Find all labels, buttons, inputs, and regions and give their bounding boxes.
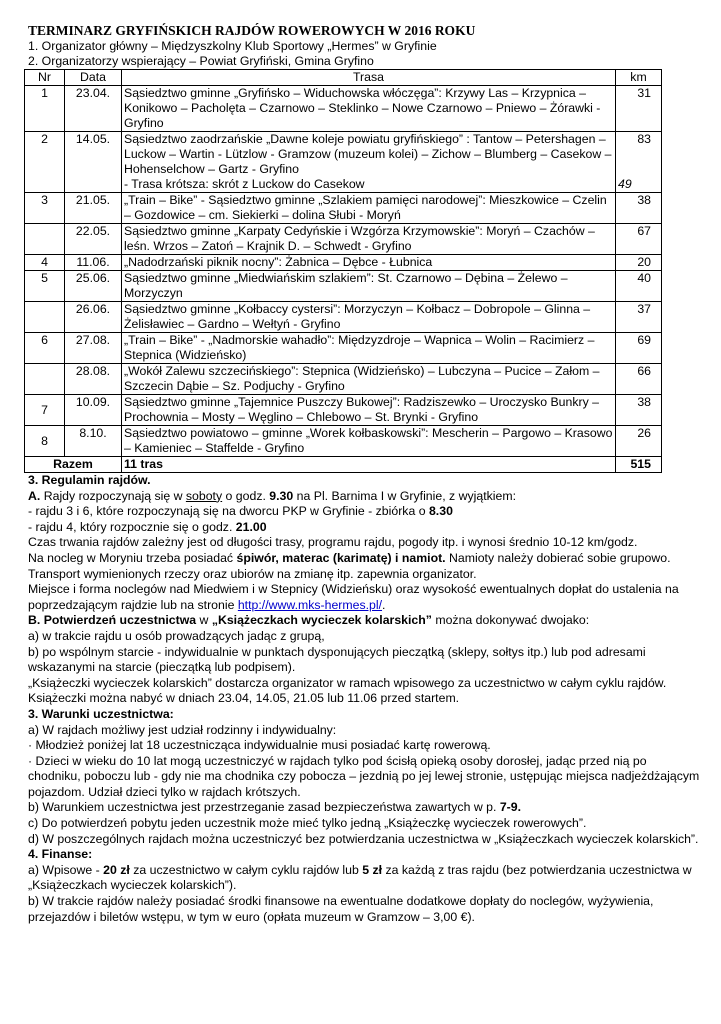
finance-a-text2: za uczestnictwo w całym cyklu rajdów lub: [129, 862, 363, 877]
table-row: [25, 364, 662, 395]
overnight-equipment: śpiwór, materac (karimatę) i namiot.: [236, 550, 446, 565]
para-b-item-b: b) po wspólnym starcie - indywidualnie w punktach dysponujących pieczątką (sklepy, sołtys itp.) lub pod adresami wskazanymi na starcie (pieczątką lub podpisem).: [28, 644, 646, 675]
row-date: 27.08.: [65, 333, 122, 364]
row-route: Sąsiedztwo gminne „Karpaty Cedyńskie i Wzgórza Krzymowskie”: Moryń – Czachów – leśn. Wrzos – Zatoń – Krajnik D. – Schwedt - Gryfino: [122, 224, 616, 255]
conditions-children: · Dzieci w wieku do 10 lat mogą uczestniczyć w rajdach tylko pod ścisłą opieką osoby dorosłej, jadąc przed nią po chodniku, poboczu lub - gdy nie ma chodnika czy pobocza – jezdnią po jej lewej stronie, ustępując miejsca nadjeżdżającym pojazdom. Udział dzieci tylko w rajdach krótszych.: [28, 753, 700, 799]
row-km: 69: [616, 333, 662, 364]
total-km: 515: [616, 457, 662, 473]
row-route: Sąsiedztwo gminne „Gryfińsko – Widuchowska włóczęga”: Krzywy Las – Krzypnica – Konikowo – Pacholęta – Czarnowo – Steklinko – Nowe Czarnowo – Pniewo – Żórawki - Gryfino: [122, 86, 616, 132]
row-km: 38: [616, 395, 662, 426]
row-date: 25.06.: [65, 271, 122, 302]
row-km: [616, 132, 662, 193]
overnight-text1: Na nocleg w Moryniu trzeba posiadać: [28, 550, 237, 565]
conditions-b: [28, 800, 702, 816]
row-date: 28.08.: [65, 364, 122, 395]
row-date: 10.09.: [65, 395, 122, 426]
para-b-heading: [28, 613, 702, 629]
table-row: [25, 426, 662, 457]
table-row: [25, 395, 662, 426]
row-route: Sąsiedztwo powiatowo – gminne „Worek kołbaskowski”: Mescherin – Pargowo – Krasowo – Kamieniec – Staffelde - Gryfino: [122, 426, 616, 457]
table-row: [25, 86, 662, 132]
schedule-table: [24, 69, 662, 473]
para-a-text2: o godz.: [222, 488, 270, 503]
para-b-booklets: „Książeczkach wycieczek kolarskich”: [211, 613, 432, 628]
regulations-text: [28, 473, 702, 925]
header-km: km: [616, 70, 662, 86]
row-km: 66: [616, 364, 662, 395]
km-short-variant: 49: [618, 177, 632, 191]
row-nr: 3: [25, 193, 65, 224]
para-a-exception2-time: 21.00: [235, 519, 267, 534]
page-title: TERMINARZ GRYFIŃSKICH RAJDÓW ROWEROWYCH W 2016 ROKU: [28, 23, 476, 38]
finance-b: b) W trakcie rajdów należy posiadać środki finansowe na ewentualne dodatkowe dopłaty do noclegów, wyżywienia, przejazdów i biletów wstępu, w tym w euro (opłata muzeum w Gramzow – 3,00 €).: [28, 894, 654, 924]
finance-a-fee-full: 20 zł: [103, 862, 130, 877]
row-nr: 4: [25, 255, 65, 271]
row-km: 26: [616, 426, 662, 457]
row-date: 11.06.: [65, 255, 122, 271]
total-label: Razem: [25, 457, 122, 473]
para-a-exception2: - rajdu 4, który rozpocznie się o godz.: [28, 519, 236, 534]
row-nr: [25, 302, 65, 333]
para-b-booklets-info: „Książeczki wycieczek kolarskich” dostarcza organizator w ramach wpisowego za uczestnictwo w całym cyklu rajdów. Książeczki można nabyć w dniach 23.04, 14.05, 21.05 lub 11.06 przed startem.: [28, 675, 667, 706]
conditions-c: c) Do potwierdzeń pobytu jeden uczestnik może mieć tylko jedną „Książeczkę wycieczek rowerowych”.: [28, 816, 587, 831]
document-page: [24, 22, 698, 925]
row-route: Sąsiedztwo gminne „Tajemnice Puszczy Bukowej”: Radziszewko – Uroczysko Bunkry – Prochownia – Mosty – Węglino – Chlebowo – St. Brynki - Gryfino: [122, 395, 616, 426]
row-nr: 2: [25, 132, 65, 193]
table-header-row: [25, 70, 662, 86]
para-b-text: można dokonywać dwojako:: [431, 613, 590, 628]
row-date: 23.04.: [65, 86, 122, 132]
finance-a-text3: za każdą z tras rajdu (bez potwierdzania uczestnictwa w „Książeczkach wycieczek kolarskich”).: [28, 862, 692, 893]
finance-a: [28, 863, 702, 894]
row-km: 20: [616, 255, 662, 271]
row-date: 14.05.: [65, 132, 122, 193]
header-route: Trasa: [122, 70, 616, 86]
header-date: Data: [65, 70, 122, 86]
finance-a-fee-single: 5 zł: [362, 862, 383, 877]
row-route: Sąsiedztwo gminne „Miedwiańskim szlakiem”: St. Czarnowo – Dębina – Żelewo – Morzyczyn: [122, 271, 616, 302]
row-km: 67: [616, 224, 662, 255]
row-route: „Train – Bike” - „Nadmorskie wahadło”: Międzyzdroje – Wapnica – Wolin – Racimierz – Stepnica (Widzieńsko): [122, 333, 616, 364]
para-a-duration: Czas trwania rajdów zależny jest od długości trasy, programu rajdu, pogody itp. i wynosi średnio 10-12 km/godz.: [28, 535, 638, 550]
row-nr: 6: [25, 333, 65, 364]
para-b-in: w: [196, 613, 212, 628]
para-a-saturdays: soboty: [185, 488, 223, 503]
row-route: „Nadodrzański piknik nocny”: Żabnica – Dębce - Łubnica: [122, 255, 616, 271]
total-row: [25, 457, 662, 473]
conditions-d: d) W poszczególnych rajdach można uczestniczyć bez potwierdzania uczestnictwa w „Książeczkach wycieczek kolarskich”.: [28, 831, 699, 846]
row-nr: 1: [25, 86, 65, 132]
row-date: 22.05.: [65, 224, 122, 255]
table-row: [25, 333, 662, 364]
table-row: [25, 302, 662, 333]
row-km: 31: [616, 86, 662, 132]
organizer-main: 1. Organizator główny – Międzyszkolny Klub Sportowy „Hermes” w Gryfinie: [28, 39, 437, 53]
row-km: 40: [616, 271, 662, 302]
para-a-exception1: - rajdu 3 i 6, które rozpoczynają się na dworcu PKP w Gryfinie - zbiórka o: [28, 504, 429, 519]
table-row: [25, 193, 662, 224]
para-a-text3: na Pl. Barnima I w Gryfinie, z wyjątkiem:: [293, 488, 517, 503]
row-route: Sąsiedztwo gminne „Kołbaccy cystersi”: Morzyczyn – Kołbacz – Dobropole – Glinna – Żelisławiec – Gardno – Wełtyń - Gryfino: [122, 302, 616, 333]
row-nr: 7: [25, 395, 65, 426]
row-km: 37: [616, 302, 662, 333]
row-nr: [25, 364, 65, 395]
para-a-label: A.: [28, 488, 41, 503]
para-a-lodging: [28, 582, 702, 613]
row-date: 26.06.: [65, 302, 122, 333]
km-value: 83: [637, 132, 651, 146]
row-nr: [25, 224, 65, 255]
lodging-end: .: [382, 597, 386, 612]
para-a-text1: Rajdy rozpoczynają się w: [40, 488, 186, 503]
conditions-youth: · Młodzież poniżej lat 18 uczestnicząca indywidualnie musi posiadać kartę rowerową.: [28, 738, 491, 753]
row-route: „Wokół Zalewu szczecińskiego”: Stepnica (Widzieńsko) – Lubczyna – Pucice – Załom – Szczecin Dąbie – Sz. Podjuchy - Gryfino: [122, 364, 616, 395]
para-a-overnight: [28, 551, 702, 582]
header-nr: Nr: [25, 70, 65, 86]
conditions-b-points: 7-9.: [499, 800, 522, 815]
organizer-support: 2. Organizatorzy wspierający – Powiat Gryfiński, Gmina Gryfino: [28, 54, 374, 68]
table-row: [25, 132, 662, 193]
finance-a-text1: a) Wpisowe -: [28, 862, 104, 877]
finance-heading: 4. Finanse:: [28, 847, 93, 862]
row-km: 38: [616, 193, 662, 224]
row-date: 21.05.: [65, 193, 122, 224]
row-nr: 8: [25, 426, 65, 457]
row-date: 8.10.: [65, 426, 122, 457]
overnight-text2: Namioty należy dobierać sobie grupowo. Transport wymienionych rzeczy oraz ubiorów na zmianę itp. zapewnia organizator.: [28, 550, 671, 581]
table-row: [25, 271, 662, 302]
para-a-line3: [28, 520, 702, 536]
website-link[interactable]: http://www.mks-hermes.pl/: [237, 597, 383, 612]
regulations-heading: 3. Regulamin rajdów.: [28, 473, 151, 487]
para-a-line2: [28, 504, 702, 520]
para-a-exception1-time: 8.30: [428, 504, 453, 519]
total-routes: 11 tras: [122, 457, 616, 473]
para-b-label: B. Potwierdzeń uczestnictwa: [28, 613, 197, 628]
conditions-b-text: b) Warunkiem uczestnictwa jest przestrzeganie zasad bezpieczeństwa zawartych w p.: [28, 800, 500, 815]
row-nr: 5: [25, 271, 65, 302]
lodging-text: Miejsce i forma noclegów nad Miedwiem i w Stepnicy (Widzieńsku) oraz wysokość ewentualnych dopłat do ustalenia na poprzedzającym rajdzie lub na stronie: [28, 582, 679, 612]
route-text: Sąsiedztwo zaodrzańskie „Dawne koleje powiatu gryfińskiego” : Tantow – Petershagen – Luckow – Wartin - Lützlow - Gramzow (muzeum kolei) – Zichow – Blumberg – Casekow – Hohenselchow – Gartz - Gryfino: [124, 132, 612, 176]
conditions-heading: 3. Warunki uczestnictwa:: [28, 706, 174, 721]
conditions-a: a) W rajdach możliwy jest udział rodzinny i indywidualny:: [28, 722, 337, 737]
para-b-item-a: a) w trakcie rajdu u osób prowadzących jadąc z grupą,: [28, 628, 325, 643]
table-row: [25, 224, 662, 255]
para-a-time: 9.30: [269, 488, 294, 503]
route-short-variant: - Trasa krótsza: skrót z Luckow do Casekow: [124, 177, 365, 191]
row-route: [122, 132, 616, 193]
row-route: „Train – Bike” - Sąsiedztwo gminne „Szlakiem pamięci narodowej”: Mieszkowice – Czelin – Gozdowice – cm. Siekierki – dolina Słubi - Moryń: [122, 193, 616, 224]
table-row: [25, 255, 662, 271]
para-a-line1: [28, 489, 702, 505]
